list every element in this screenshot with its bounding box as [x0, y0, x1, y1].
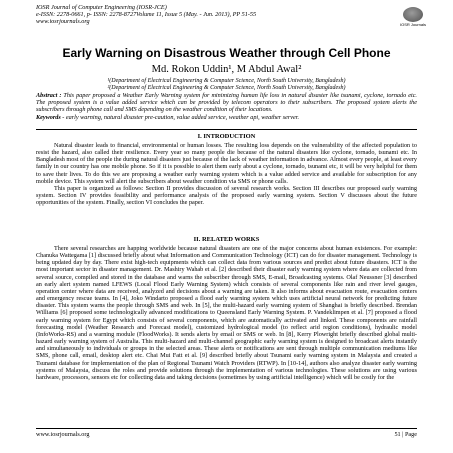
- related-works-body: [36, 245, 417, 381]
- journal-header: [36, 4, 256, 25]
- abstract-divider: [36, 129, 417, 130]
- logo-text: IOSR Journals: [399, 22, 426, 27]
- iosr-logo: [399, 4, 427, 26]
- paragraph: There several researches are happing worldwide because natural disasters are one of the major concerns about human existences. For example: Chanuka Wattegama [1] discussed briefly about what Information and Communication Technology (ICT) can do for disaster management. Technology is being updated day by day. There exist high-tech equipments which can collect data from various sources and predict about future disasters. ICT is the most important sector in disaster management. Dr. Mashiry Wahab et al. [2] described their disaster early warning system where data are collected from several source, compiled and stored in the database and warns the subscriber through SMS, E-mail, Broadcasting systems. Olaf Neussner [3] described an early alert system named LFEWS (Local Flood Early Warning System) which consists of several components like rain and river level gauges, operation center where data are received, analyzed and decisions about a warning are taken. It also informs about evacuation route, evacuation centers and emergency rescue teams. In [4], Joko Windarto proposed a flood early warning system which uses artificial neural network for predicting future disaster. This system warns the people through SMS and web. In [5], the multi-hazard early warning system of Shanghai is briefly described. Brendan Williams [6] proposed some technologically advanced modifications to Queensland Early Warning System. P. Vandeklimpen et al. [7] proposed a flood early warning system for Egypt which consists of several components, which are automatically activated and linked. These components are rainfall forecasting model (Weather Research and Forecast model), customized hydrological model (to reflect arid region conditions), hydraulic model (InfoWorks-RS) and a warning module (FloodWorks). It sends alerts by email or SMS or web. In [8], Kerry Plowright briefly described global multi-hazard early warning system of Australia. This multi-hazard and multi-channel geographic early warning system is designed to broadcast alerts instantly and simultaneously to individuals or groups in the selected areas. These alerts or notifications are sent through multiple communication mediums like SMS, phone call, email, desktop alert etc. Chai Mui Fatt et al. [9] described briefly about Tsunami early warning system in Malaysia and created a Tsunami database for implementation of the plan of Regional Tsunami Watch Providers (RTWP). In [10-14], authors also analyze disaster early warning systems of Malaysia, discuss the roles and provide solutions through the implementation of various technologies. These solutions are using various hardware, processors, sensors etc for collecting data and taking decisions (sometimes by using artificial intelligence) which will be costly for the: [36, 245, 417, 381]
- introduction-body: [36, 142, 417, 206]
- affiliation-2: ²(Department of Electrical Engineering & Computer Science, North South University, Bangladesh): [107, 85, 346, 91]
- footer-divider: [36, 428, 417, 429]
- footer-url[interactable]: www.iosrjournals.org: [36, 431, 90, 438]
- journal-site[interactable]: www.iosrjournals.org: [36, 18, 90, 25]
- paragraph: This paper is organized as follows: Section II provides discussion of several research works. Section III describes our proposed early warning system. Section IV provides feasibility and performance analysis of the proposed early warning system. Section V discusses about the future opportunities of the system. Finally, section VI concludes the paper.: [36, 184, 417, 207]
- abstract-label: Abstract :: [36, 92, 62, 99]
- paper-authors: Md. Rokon Uddin¹, M Abdul Awal²: [151, 64, 302, 75]
- affiliation-1: ¹(Department of Electrical Engineering & Computer Science, North South University, Bangladesh): [107, 78, 346, 84]
- section-heading-related-works: II. RELATED WORKS: [193, 236, 260, 243]
- paper-title: Early Warning on Disastrous Weather through Cell Phone: [62, 46, 391, 60]
- journal-name: IOSR Journal of Computer Engineering (IOSR-JCE): [36, 4, 167, 11]
- keywords-label: Keywords: [36, 113, 61, 121]
- page-number: 51 | Page: [394, 431, 417, 438]
- journal-issn: e-ISSN: 2278-0661, p- ISSN: 2278-8727Volume 11, Issue 5 (May. - Jun. 2013), PP 51-55: [36, 11, 257, 18]
- globe-logo-icon: [403, 7, 423, 22]
- paragraph: Natural disaster leads to financial, environmental or human losses. The resulting loss depends on the vulnerability of the affected population to resist the hazard, also called their resilience. Every year so many people die because of the natural disasters like cyclone, tornado, tsunami etc. In Bangladesh most of the people the during natural disasters just because of the lack of weather information in advance. Almost every people, at least every family in our country has one mobile phone. So if it is possible to alert them early about a cyclone, tornado, tsunami etc, it will be very helpful for them to save their lives. To do this we are proposing a weather early warning system which is a value added service and available for subscription for any mobile device. This system will alert the subscribers about weather condition via SMS or phone calls.: [36, 142, 417, 185]
- abstract-text: This paper proposed a Weather Early Warning system for minimizing human life loss in natural disaster like tsunami, cyclone, tornado etc. The proposed system is a value added service which can be provided by telecom operators to their subscribers. The proposed system alerts the subscribers through phone call and SMS depending on the weather condition of their locations.: [36, 92, 417, 114]
- abstract-block: [36, 92, 417, 121]
- section-heading-introduction: I. INTRODUCTION: [197, 133, 256, 140]
- keywords-text: - early warning, natural disaster pre-caution, value added service, weather api, weather server.: [60, 113, 300, 121]
